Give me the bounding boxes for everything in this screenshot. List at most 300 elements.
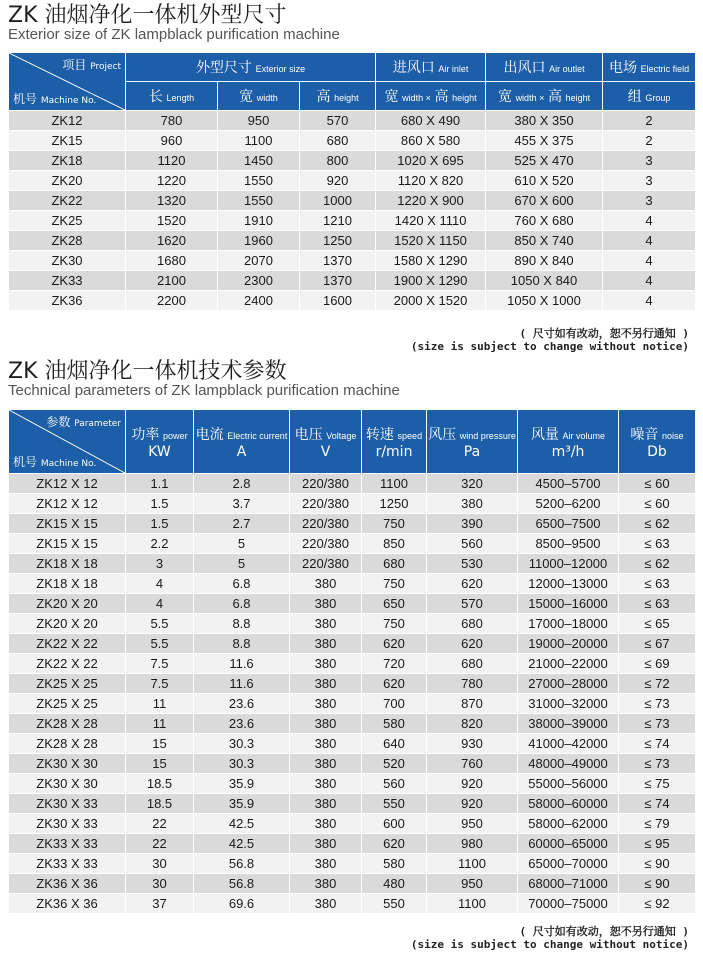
table-cell: ≤ 73 [619, 694, 696, 714]
table-cell: 18.5 [126, 774, 194, 794]
table-cell: 600 [362, 814, 427, 834]
table-cell: 1370 [300, 251, 376, 271]
table-cell: 920 [300, 171, 376, 191]
table-cell: 4 [603, 271, 696, 291]
header-length: 长 Length [126, 82, 218, 111]
table-cell: 390 [427, 514, 518, 534]
table-cell: 380 [290, 854, 362, 874]
table-cell: 380 [290, 794, 362, 814]
table-cell: ≤ 65 [619, 614, 696, 634]
table-row [9, 794, 696, 814]
table-cell: 41000–42000 [518, 734, 619, 754]
table-cell: 220/380 [290, 514, 362, 534]
section1-subtitle: Exterior size of ZK lampblack purification machine [8, 26, 340, 43]
table-cell: 69.6 [194, 894, 290, 914]
table-row [9, 494, 696, 514]
table-row [9, 594, 696, 614]
table-cell: ≤ 69 [619, 654, 696, 674]
table-cell: ZK22 X 22 [9, 634, 126, 654]
table-cell: 520 [362, 754, 427, 774]
table-cell: ≤ 60 [619, 474, 696, 494]
table-cell: 23.6 [194, 694, 290, 714]
table-cell: 18.5 [126, 794, 194, 814]
table-cell: ZK20 [9, 171, 126, 191]
header-noise: 噪音 noise Db [619, 410, 696, 474]
table-cell: 380 X 350 [486, 111, 603, 131]
header-voltage: 电压 Voltage V [290, 410, 362, 474]
table-row [9, 111, 696, 131]
table-cell: 380 [290, 614, 362, 634]
table-cell: 4 [603, 231, 696, 251]
table-cell: 5200–6200 [518, 494, 619, 514]
table-cell: 6500–7500 [518, 514, 619, 534]
table-cell: 30 [126, 854, 194, 874]
table-cell: 780 [427, 674, 518, 694]
table-cell: 1960 [218, 231, 300, 251]
table-cell: ≤ 74 [619, 794, 696, 814]
table-cell: 780 [126, 111, 218, 131]
table-cell: 380 [290, 574, 362, 594]
table-cell: 1520 X 1150 [376, 231, 486, 251]
table-cell: 11 [126, 694, 194, 714]
table-cell: 870 [427, 694, 518, 714]
table-row [9, 291, 696, 311]
table-cell: ZK18 X 18 [9, 574, 126, 594]
table-cell: ZK25 X 25 [9, 674, 126, 694]
table-cell: 480 [362, 874, 427, 894]
table-cell: 950 [427, 874, 518, 894]
table-cell: 1520 [126, 211, 218, 231]
table-cell: ZK18 X 18 [9, 554, 126, 574]
table-cell: 35.9 [194, 774, 290, 794]
table-cell: 1.5 [126, 514, 194, 534]
table-cell: ZK28 [9, 231, 126, 251]
table-cell: 1100 [218, 131, 300, 151]
table-cell: 37 [126, 894, 194, 914]
header-air-volume: 风量 Air volume m³/h [518, 410, 619, 474]
table-cell: 920 [427, 794, 518, 814]
table-cell: 1.1 [126, 474, 194, 494]
table-cell: 380 [290, 634, 362, 654]
table-cell: 2.8 [194, 474, 290, 494]
table-cell: 950 [218, 111, 300, 131]
table-cell: 525 X 470 [486, 151, 603, 171]
table-cell: 680 [427, 654, 518, 674]
table-cell: 580 [362, 854, 427, 874]
table-cell: 2070 [218, 251, 300, 271]
table-cell: 11 [126, 714, 194, 734]
section1-note [411, 327, 689, 353]
table-cell: 850 [362, 534, 427, 554]
table-cell: 1550 [218, 191, 300, 211]
table-cell: 380 [290, 774, 362, 794]
table-cell: ZK12 X 12 [9, 494, 126, 514]
table-cell: 1680 [126, 251, 218, 271]
table-cell: 960 [126, 131, 218, 151]
table-cell: 56.8 [194, 854, 290, 874]
table-row [9, 734, 696, 754]
table-cell: 640 [362, 734, 427, 754]
table-cell: 1.5 [126, 494, 194, 514]
table-cell: 1050 X 1000 [486, 291, 603, 311]
table-cell: ≤ 90 [619, 874, 696, 894]
table-cell: ≤ 63 [619, 534, 696, 554]
table-cell: 220/380 [290, 534, 362, 554]
table-cell: 3 [603, 171, 696, 191]
table-cell: 700 [362, 694, 427, 714]
table-cell: ZK33 [9, 271, 126, 291]
table-row [9, 714, 696, 734]
exterior-size-table [8, 52, 696, 311]
table-cell: 19000–20000 [518, 634, 619, 654]
table-cell: 750 [362, 614, 427, 634]
table-cell: ZK15 [9, 131, 126, 151]
section2-title: ZK 油烟净化一体机技术参数 [8, 359, 287, 384]
table-cell: ZK12 [9, 111, 126, 131]
table-cell: 1900 X 1290 [376, 271, 486, 291]
table-cell: 3 [126, 554, 194, 574]
header-width: 宽 width [218, 82, 300, 111]
table-row [9, 231, 696, 251]
table-cell: 320 [427, 474, 518, 494]
header-electric-field: 电场 Electric field [603, 53, 696, 82]
header-diagonal-cell-2 [9, 410, 126, 474]
table-cell: 2100 [126, 271, 218, 291]
table-cell: ≤ 62 [619, 554, 696, 574]
table-cell: 980 [427, 834, 518, 854]
table-cell: 720 [362, 654, 427, 674]
table-cell: ZK33 X 33 [9, 854, 126, 874]
table-cell: 56.8 [194, 874, 290, 894]
table-cell: ≤ 62 [619, 514, 696, 534]
table-cell: 17000–18000 [518, 614, 619, 634]
table-row [9, 131, 696, 151]
table-cell: 35.9 [194, 794, 290, 814]
table-cell: 380 [290, 814, 362, 834]
table-cell: ZK28 X 28 [9, 734, 126, 754]
table-cell: 620 [362, 634, 427, 654]
header-speed: 转速 speed r/min [362, 410, 427, 474]
table-cell: 8500–9500 [518, 534, 619, 554]
exterior-size-rows [9, 111, 696, 311]
table-cell: ≤ 92 [619, 894, 696, 914]
table-cell: 42.5 [194, 814, 290, 834]
table-cell: 1420 X 1110 [376, 211, 486, 231]
table-cell: 610 X 520 [486, 171, 603, 191]
note-en: (size is subject to change without notice) [410, 340, 689, 353]
table-cell: ZK22 [9, 191, 126, 211]
table-cell: 8.8 [194, 634, 290, 654]
note-cn: ( 尺寸如有改动，恕不另行通知 ) [519, 327, 689, 340]
table-cell: 380 [290, 734, 362, 754]
header-inlet-dims: 宽 width × 高 height [376, 82, 486, 111]
table-cell: 620 [362, 674, 427, 694]
table-cell: 1210 [300, 211, 376, 231]
table-cell: 800 [300, 151, 376, 171]
table-cell: 570 [427, 594, 518, 614]
table-cell: ≤ 73 [619, 714, 696, 734]
table-row [9, 834, 696, 854]
table-cell: 58000–62000 [518, 814, 619, 834]
table-row [9, 191, 696, 211]
table-cell: 6.8 [194, 594, 290, 614]
header-height: 高 height [300, 82, 376, 111]
table-cell: 950 [427, 814, 518, 834]
table-cell: 1550 [218, 171, 300, 191]
table-row [9, 171, 696, 191]
table-cell: ZK30 X 33 [9, 794, 126, 814]
table-cell: 12000–13000 [518, 574, 619, 594]
table-cell: ZK36 [9, 291, 126, 311]
table-cell: 850 X 740 [486, 231, 603, 251]
table-row [9, 514, 696, 534]
table-cell: 750 [362, 514, 427, 534]
table-cell: 3 [603, 191, 696, 211]
table-cell: 2 [603, 111, 696, 131]
header-exterior-size: 外型尺寸 Exterior size [126, 53, 376, 82]
table-cell: 5 [194, 554, 290, 574]
table-cell: 4 [603, 211, 696, 231]
table-cell: 760 X 680 [486, 211, 603, 231]
table-cell: 930 [427, 734, 518, 754]
table-cell: 455 X 375 [486, 131, 603, 151]
table-cell: 380 [290, 834, 362, 854]
table-cell: 3 [603, 151, 696, 171]
table-cell: ZK25 X 25 [9, 694, 126, 714]
table-cell: 560 [427, 534, 518, 554]
table-cell: 1120 X 820 [376, 171, 486, 191]
table-row [9, 674, 696, 694]
section2-subtitle: Technical parameters of ZK lampblack purification machine [8, 382, 400, 399]
table-cell: ZK25 [9, 211, 126, 231]
table-cell: ZK12 X 12 [9, 474, 126, 494]
header-machine-no-2: 机号 Machine No. [13, 455, 97, 469]
table-cell: 2200 [126, 291, 218, 311]
table-cell: 680 [427, 614, 518, 634]
table-cell: 750 [362, 574, 427, 594]
table-cell: 220/380 [290, 494, 362, 514]
table-cell: 380 [290, 654, 362, 674]
header-wind-pressure: 风压 wind pressure Pa [427, 410, 518, 474]
table-cell: 48000–49000 [518, 754, 619, 774]
table-cell: 2400 [218, 291, 300, 311]
table-cell: 5.5 [126, 634, 194, 654]
table-cell: 68000–71000 [518, 874, 619, 894]
table-cell: 27000–28000 [518, 674, 619, 694]
header-group: 组 Group [603, 82, 696, 111]
table-cell: 1250 [362, 494, 427, 514]
table-cell: 2.2 [126, 534, 194, 554]
table-cell: 15 [126, 734, 194, 754]
table-cell: 820 [427, 714, 518, 734]
table-cell: 21000–22000 [518, 654, 619, 674]
table-cell: 1910 [218, 211, 300, 231]
table-cell: ZK30 [9, 251, 126, 271]
table-cell: 1580 X 1290 [376, 251, 486, 271]
header-current: 电流 Electric current A [194, 410, 290, 474]
table-cell: 1620 [126, 231, 218, 251]
table-cell: 7.5 [126, 674, 194, 694]
table-cell: 70000–75000 [518, 894, 619, 914]
table-cell: 380 [290, 694, 362, 714]
table-cell: 1100 [427, 894, 518, 914]
table-cell: 680 X 490 [376, 111, 486, 131]
table-cell: 8.8 [194, 614, 290, 634]
table-cell: 1370 [300, 271, 376, 291]
table-cell: 15 [126, 754, 194, 774]
section2-note [411, 925, 689, 951]
table-cell: 42.5 [194, 834, 290, 854]
table-cell: 550 [362, 894, 427, 914]
table-cell: 4 [603, 251, 696, 271]
table-cell: 620 [427, 574, 518, 594]
table-cell: ≤ 90 [619, 854, 696, 874]
table-row [9, 614, 696, 634]
table-cell: ZK30 X 33 [9, 814, 126, 834]
table-cell: 550 [362, 794, 427, 814]
table-cell: ZK30 X 30 [9, 774, 126, 794]
table-cell: 1600 [300, 291, 376, 311]
table-cell: 3.7 [194, 494, 290, 514]
table-cell: ZK15 X 15 [9, 534, 126, 554]
table-cell: ZK20 X 20 [9, 614, 126, 634]
table-cell: 1100 [427, 854, 518, 874]
table-row [9, 151, 696, 171]
table-cell: 30 [126, 874, 194, 894]
table-cell: 380 [290, 894, 362, 914]
table-row [9, 554, 696, 574]
table-cell: 380 [290, 754, 362, 774]
table-cell: 680 [300, 131, 376, 151]
table-row [9, 634, 696, 654]
table-cell: ≤ 63 [619, 594, 696, 614]
table-cell: ZK22 X 22 [9, 654, 126, 674]
table-cell: 60000–65000 [518, 834, 619, 854]
table-cell: 2.7 [194, 514, 290, 534]
table-cell: ≤ 74 [619, 734, 696, 754]
section1-title: ZK 油烟净化一体机外型尺寸 [8, 3, 287, 28]
table-cell: 4 [603, 291, 696, 311]
table-cell: ≤ 75 [619, 774, 696, 794]
header-air-outlet: 出风口 Air outlet [486, 53, 603, 82]
table-cell: 2 [603, 131, 696, 151]
table-cell: 1020 X 695 [376, 151, 486, 171]
technical-parameter-rows [9, 474, 696, 914]
table-row [9, 774, 696, 794]
table-row [9, 694, 696, 714]
table-cell: 31000–32000 [518, 694, 619, 714]
table-row [9, 874, 696, 894]
table-cell: 1220 [126, 171, 218, 191]
table-cell: 1100 [362, 474, 427, 494]
table-cell: 11.6 [194, 654, 290, 674]
table-cell: 680 [362, 554, 427, 574]
table-cell: ZK15 X 15 [9, 514, 126, 534]
table-cell: 560 [362, 774, 427, 794]
table-cell: 1450 [218, 151, 300, 171]
table-cell: ZK20 X 20 [9, 594, 126, 614]
table-cell: 380 [290, 714, 362, 734]
table-row [9, 271, 696, 291]
table-row [9, 854, 696, 874]
table-cell: 220/380 [290, 554, 362, 574]
table-cell: 2000 X 1520 [376, 291, 486, 311]
table-row [9, 534, 696, 554]
table-row [9, 814, 696, 834]
table-cell: 570 [300, 111, 376, 131]
header-air-inlet: 进风口 Air inlet [376, 53, 486, 82]
table-row [9, 574, 696, 594]
table-cell: 530 [427, 554, 518, 574]
table-cell: 1120 [126, 151, 218, 171]
table-cell: 1250 [300, 231, 376, 251]
table-cell: ≤ 73 [619, 754, 696, 774]
table-cell: 1000 [300, 191, 376, 211]
header-outlet-dims: 宽 width × 高 height [486, 82, 603, 111]
header-project: 项目 Project [62, 58, 121, 72]
table-cell: ZK30 X 30 [9, 754, 126, 774]
table-cell: 11.6 [194, 674, 290, 694]
table-cell: ≤ 72 [619, 674, 696, 694]
table-cell: 7.5 [126, 654, 194, 674]
technical-parameters-table [8, 409, 696, 914]
table-cell: 5.5 [126, 614, 194, 634]
table-cell: 2300 [218, 271, 300, 291]
table-cell: 58000–60000 [518, 794, 619, 814]
header-machine-no: 机号 Machine No. [13, 92, 97, 106]
header-diagonal-cell [9, 53, 126, 111]
table-cell: ≤ 60 [619, 494, 696, 514]
table-row [9, 894, 696, 914]
table-row [9, 654, 696, 674]
table-cell: 860 X 580 [376, 131, 486, 151]
table-cell: 1050 X 840 [486, 271, 603, 291]
table-cell: 30.3 [194, 734, 290, 754]
table-cell: 650 [362, 594, 427, 614]
table-cell: ZK18 [9, 151, 126, 171]
table-cell: 670 X 600 [486, 191, 603, 211]
table-row [9, 754, 696, 774]
table-cell: 580 [362, 714, 427, 734]
table-cell: 620 [427, 634, 518, 654]
table-cell: 65000–70000 [518, 854, 619, 874]
table-cell: 620 [362, 834, 427, 854]
table-cell: 23.6 [194, 714, 290, 734]
table-cell: 760 [427, 754, 518, 774]
table-row [9, 474, 696, 494]
table-cell: 4 [126, 574, 194, 594]
table-cell: ZK36 X 36 [9, 894, 126, 914]
table-cell: 6.8 [194, 574, 290, 594]
table-cell: 11000–12000 [518, 554, 619, 574]
table-cell: 55000–56000 [518, 774, 619, 794]
table-cell: 220/380 [290, 474, 362, 494]
table-cell: 4 [126, 594, 194, 614]
table-cell: 380 [290, 594, 362, 614]
table-cell: ZK28 X 28 [9, 714, 126, 734]
note-cn-2: ( 尺寸如有改动，恕不另行通知 ) [519, 925, 689, 938]
table-row [9, 251, 696, 271]
table-cell: 38000–39000 [518, 714, 619, 734]
header-power: 功率 power KW [126, 410, 194, 474]
table-cell: 380 [290, 674, 362, 694]
table-cell: 890 X 840 [486, 251, 603, 271]
table-cell: 920 [427, 774, 518, 794]
table-cell: 1320 [126, 191, 218, 211]
table-cell: 5 [194, 534, 290, 554]
table-cell: 30.3 [194, 754, 290, 774]
table-cell: ≤ 95 [619, 834, 696, 854]
